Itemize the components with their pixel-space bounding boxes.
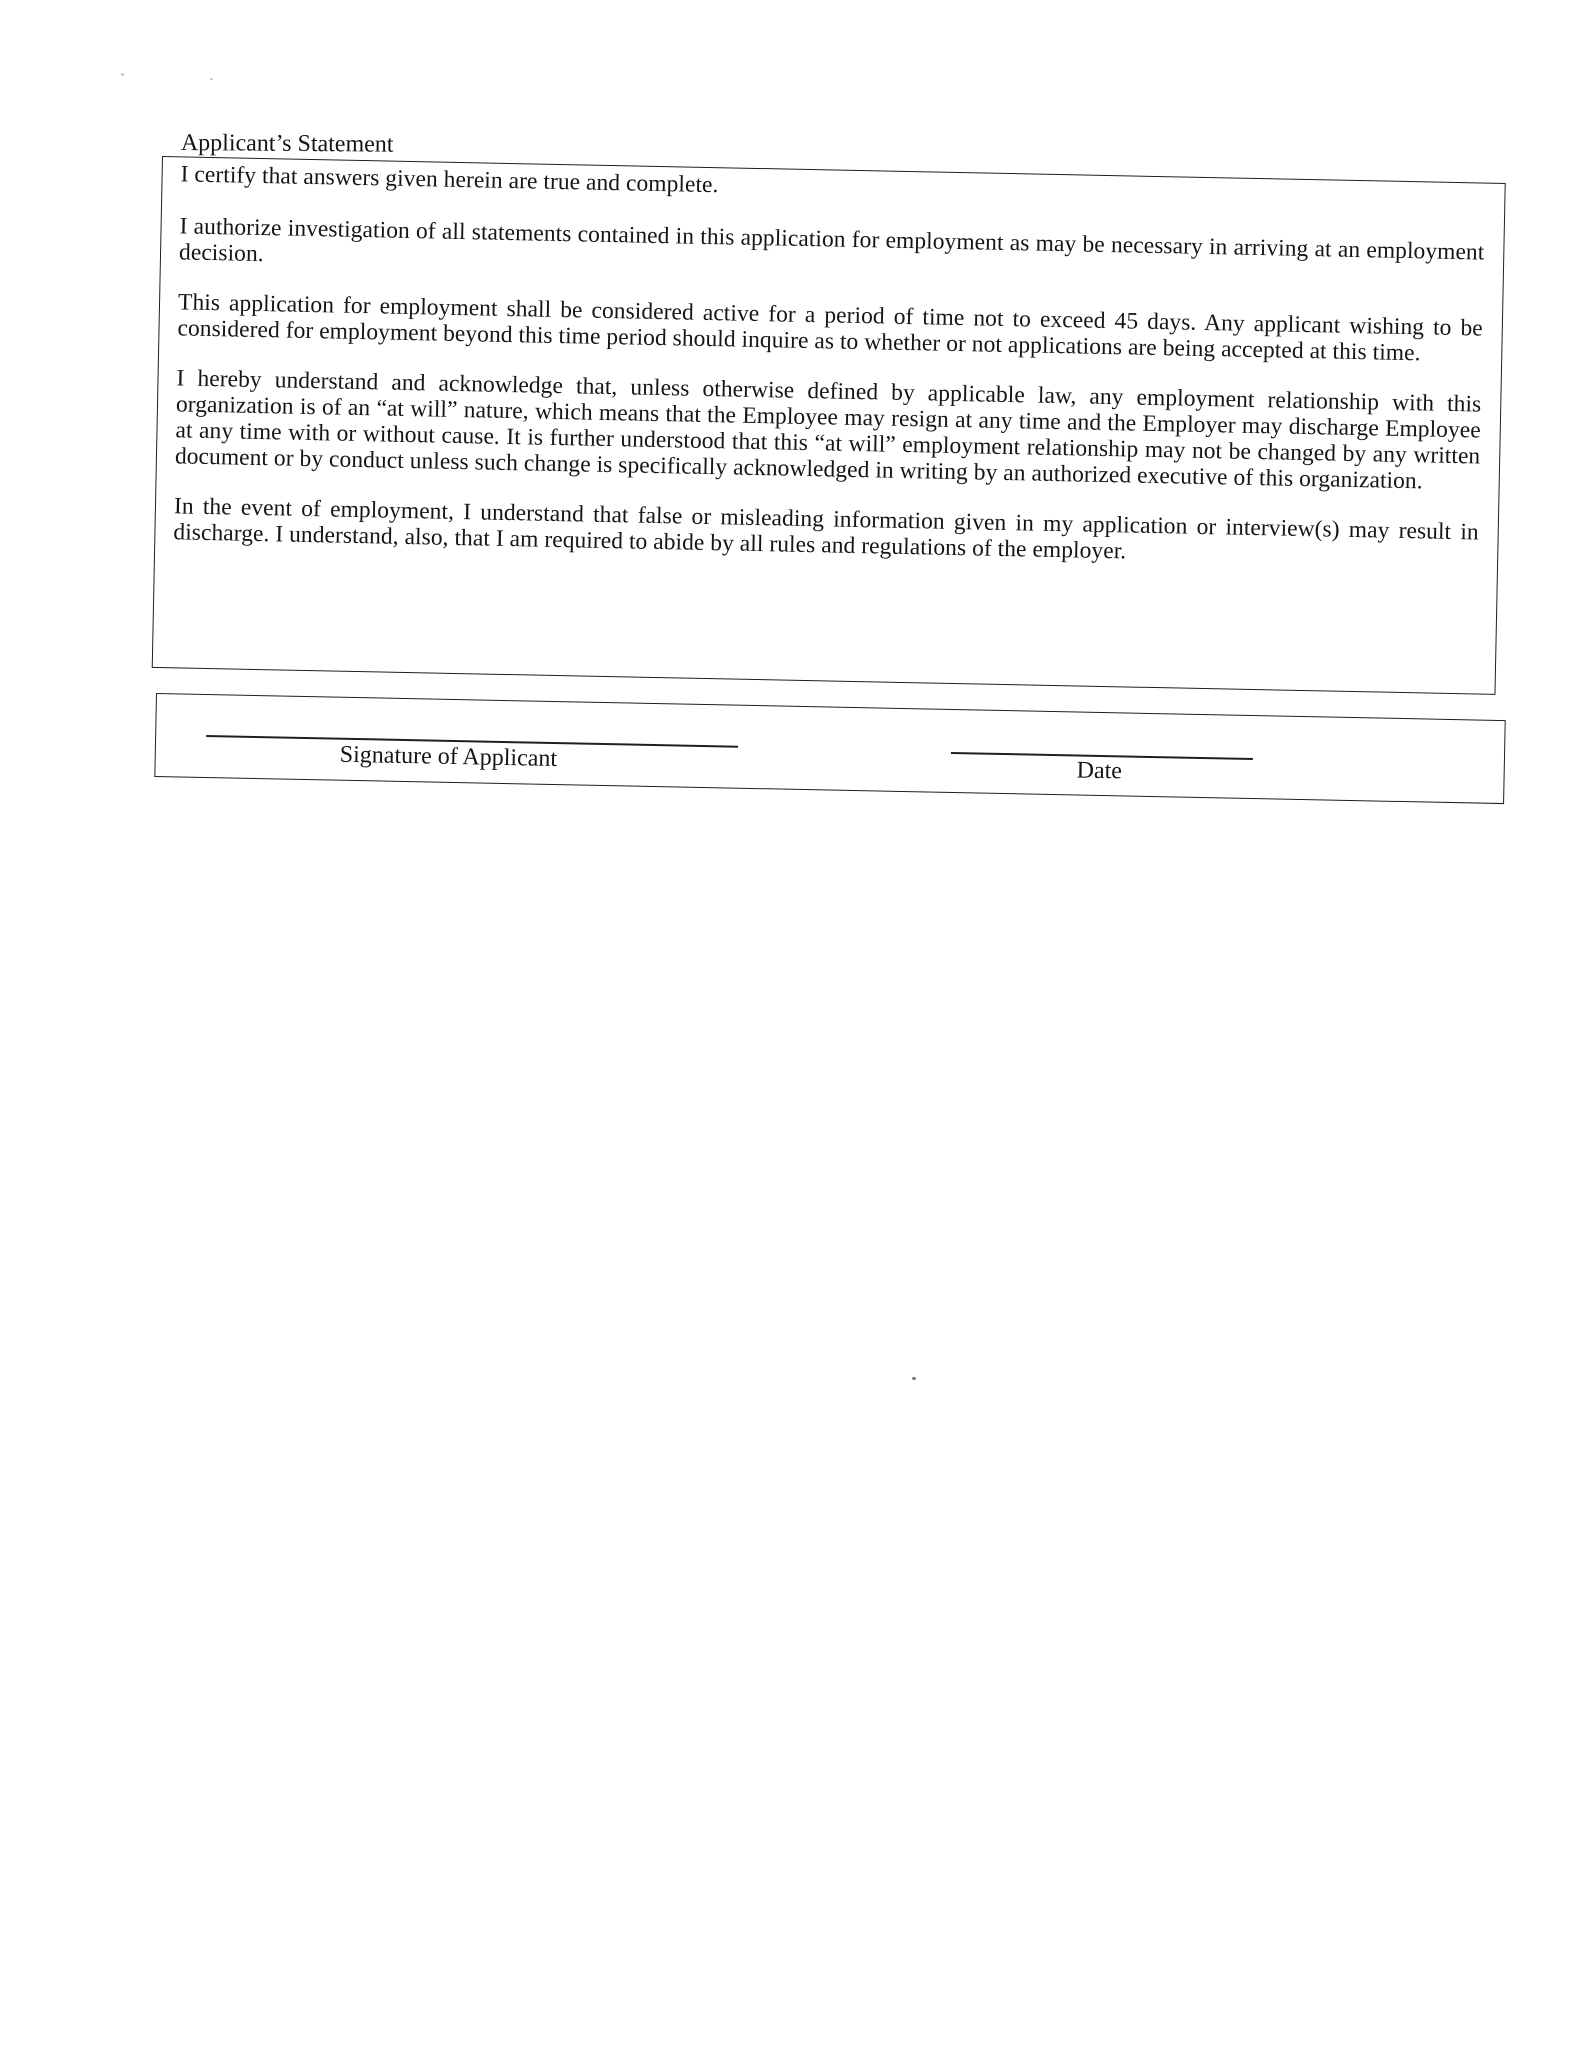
scan-speck [912, 1377, 916, 1380]
date-label: Date [1076, 757, 1123, 785]
statement-content [173, 161, 1486, 595]
application-validity-paragraph: This application for employment shall be considered active for a period of time not to exceed 45 days. Any applicant wishing to be considered for employment beyond this time period should inquire as to whether or not applications are being accepted at this time. [177, 289, 1484, 367]
at-will-employment-paragraph: I hereby understand and acknowledge that, unless otherwise defined by applicable law, any employment relationship with this organization is of an “at will” nature, which means that the Employee may resign at any time and the Employer may discharge Employee at any time with or without cause. It is further understood that this “at will” employment relationship may not be changed by any written document or by conduct unless such change is specifically acknowledged in writing by an authorized executive of this organization. [174, 365, 1482, 495]
applicants-statement-box [152, 156, 1506, 695]
discharge-and-rules-paragraph: In the event of employment, I understand that false or misleading information given in my application or interview(s) may result in discharge. I understand, also, that I am required to abide by all rules and regulations of the employer. [173, 493, 1479, 565]
authorization-paragraph: I authorize investigation of all statements contained in this application for employment as may be necessary in arriving at an employment decision. [178, 213, 1485, 268]
scan-speck [210, 78, 213, 80]
applicants-statement-title: Applicant’s Statement [180, 129, 394, 158]
signature-box [154, 693, 1505, 804]
scan-speck [121, 73, 124, 76]
signature-label: Signature of Applicant [339, 741, 558, 773]
certification-paragraph: I certify that answers given herein are true and complete. [180, 161, 719, 199]
